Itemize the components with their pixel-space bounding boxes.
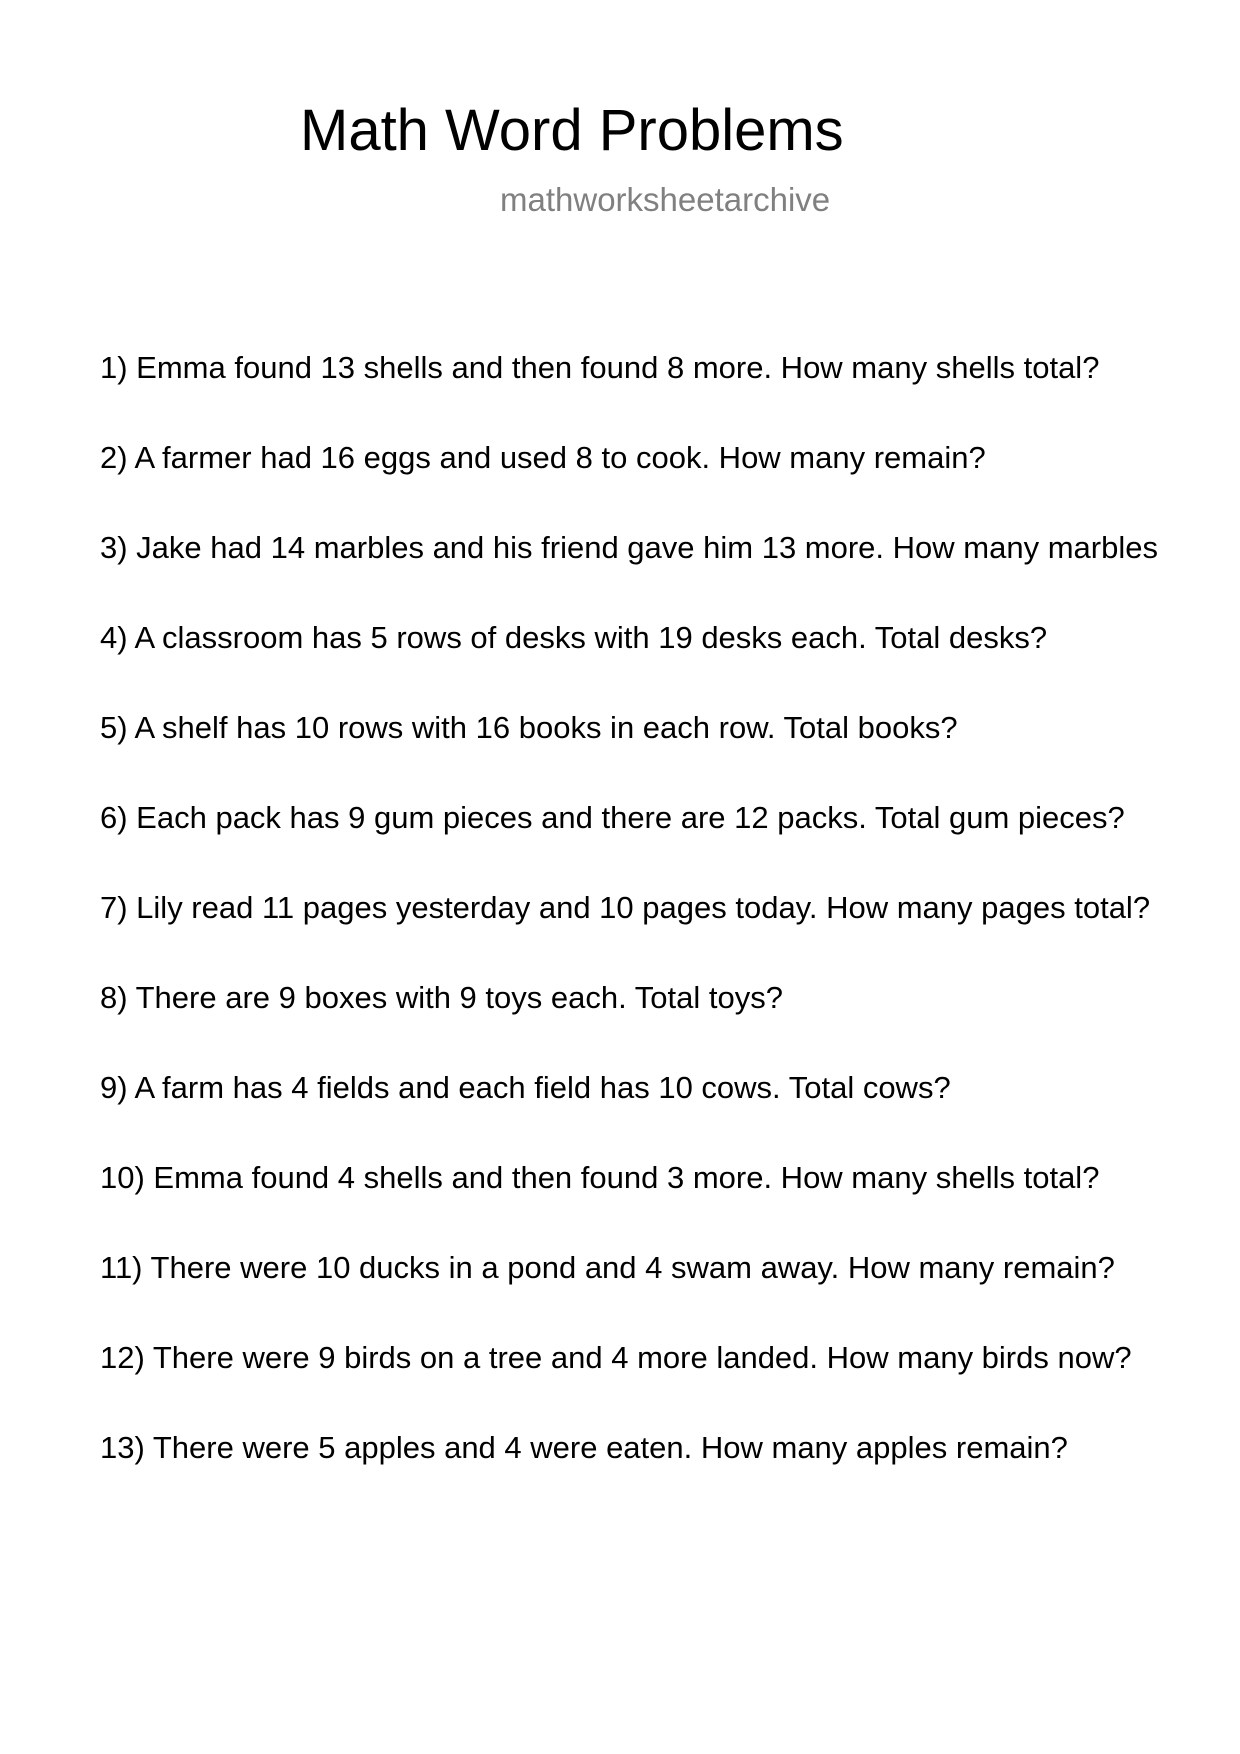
problem-list xyxy=(100,348,1240,1518)
problem-item: 12) There were 9 birds on a tree and 4 more landed. How many birds now? xyxy=(100,1340,1132,1375)
problem-item: 2) A farmer had 16 eggs and used 8 to cook. How many remain? xyxy=(100,440,986,475)
problem-item: 7) Lily read 11 pages yesterday and 10 pages today. How many pages total? xyxy=(100,890,1151,925)
problem-item: 10) Emma found 4 shells and then found 3 more. How many shells total? xyxy=(100,1160,1100,1195)
problem-item: 4) A classroom has 5 rows of desks with 19 desks each. Total desks? xyxy=(100,620,1048,655)
problem-item: 13) There were 5 apples and 4 were eaten. How many apples remain? xyxy=(100,1430,1068,1465)
page-title: Math Word Problems xyxy=(300,98,844,163)
problem-item: 1) Emma found 13 shells and then found 8 more. How many shells total? xyxy=(100,350,1100,385)
source-subtitle: mathworksheetarchive xyxy=(500,181,831,218)
problem-item: 6) Each pack has 9 gum pieces and there are 12 packs. Total gum pieces? xyxy=(100,800,1125,835)
problem-item: 5) A shelf has 10 rows with 16 books in each row. Total books? xyxy=(100,710,958,745)
problem-item: 3) Jake had 14 marbles and his friend gave him 13 more. How many marbles xyxy=(100,530,1158,565)
problem-item: 8) There are 9 boxes with 9 toys each. Total toys? xyxy=(100,980,783,1015)
problem-item: 9) A farm has 4 fields and each field has 10 cows. Total cows? xyxy=(100,1070,951,1105)
problem-item: 11) There were 10 ducks in a pond and 4 swam away. How many remain? xyxy=(100,1250,1115,1285)
